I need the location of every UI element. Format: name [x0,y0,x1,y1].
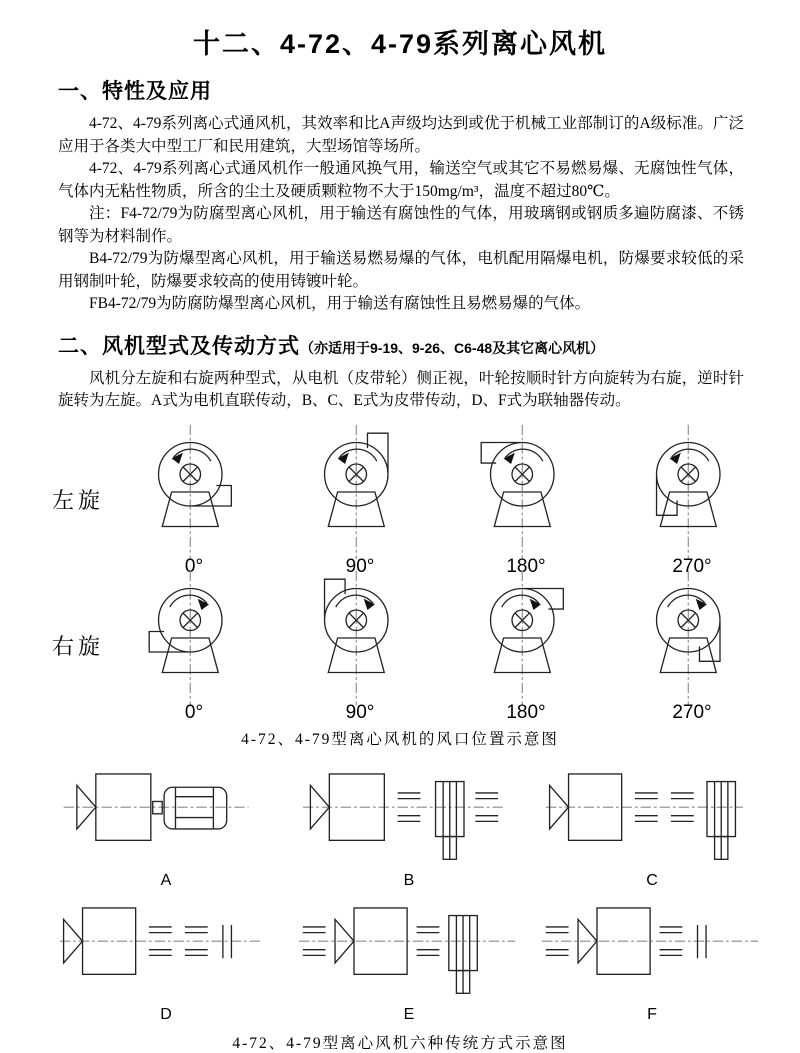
section2-heading-note: （亦适用于9-19、9-26、C6-48及其它离心风机） [300,339,605,356]
drive-scheme-icon-coupling-f [534,889,770,999]
section2-body [58,368,744,413]
fan-outlet-figure [456,568,596,724]
outlet-angle-label: 180° [506,701,546,723]
outlet-angle-label: 270° [672,701,712,723]
drive-scheme-icon-belt-e [291,889,527,999]
fan-row-right [0,573,800,723]
fan-figures [124,422,800,578]
drive-figure-C [534,755,770,889]
paragraph: 4-72、4-79系列离心式通风机，其效率和比A声级均达到或优于机械工业部制订的A级标准。广泛应用于各类大中型工厂和民用建筑，大型场馆等场所。 [58,115,744,155]
drive-row [0,755,800,889]
fan-rows [0,427,800,723]
drive-scheme-icon-direct [48,755,284,865]
fan-outlet-figure [456,422,596,578]
drive-scheme-icon-belt-c [534,755,770,865]
fan-scroll-icon [127,568,261,708]
section1-heading-text: 一、特性及应用 [58,80,212,103]
drive-type-label: F [647,1005,657,1023]
outlet-angle-label: 270° [672,555,712,577]
drive-figure-A [48,755,284,889]
outlet-angle-label: 0° [184,701,204,723]
outlet-diagram-caption: 4-72、4-79型离心风机的风口位置示意图 [241,730,559,748]
fan-scroll-icon [459,422,593,562]
outlet-angle-label: 0° [184,555,204,577]
fan-outlet-figure [124,422,264,578]
drive-row [0,889,800,1023]
section2-heading [58,330,800,360]
paragraph: FB4-72/79为防腐防爆型离心风机，用于输送有腐蚀性且易燃易爆的气体。 [89,295,591,312]
drive-scheme-diagram [0,755,800,1053]
drive-scheme-icon-belt-b [291,755,527,865]
fan-outlet-figure [622,568,762,724]
fan-outlet-figure [290,422,430,578]
rotation-label: 左旋 [52,488,105,513]
section1-body [58,113,744,316]
outlet-position-diagram [0,427,800,749]
fan-scroll-icon [459,568,593,708]
drive-type-label: E [403,1005,415,1023]
drive-diagram-caption: 4-72、4-79型离心风机六种传统方式示意图 [232,1034,568,1052]
drive-figure-F [534,889,770,1023]
drive-figure-D [48,889,284,1023]
outlet-angle-label: 180° [506,555,546,577]
page-title: 十二、4-72、4-79系列离心风机 [192,29,608,59]
fan-scroll-icon [127,422,261,562]
fan-outlet-figure [290,568,430,724]
fan-figures [124,568,800,724]
drive-rows [0,755,800,1023]
paragraph-note: 注：F4-72/79为防腐型离心风机，用于输送有腐蚀性的气体，用玻璃钢或钢质多遍防腐漆、不锈钢等为材料制作。 [58,205,744,245]
outlet-angle-label: 90° [345,701,375,723]
fan-outlet-figure [622,422,762,578]
fan-scroll-icon [625,422,759,562]
drive-scheme-icon-coupling-d [48,889,284,999]
fan-scroll-icon [293,568,427,708]
section1-heading [58,75,800,105]
paragraph: 4-72、4-79系列离心式通风机作一般通风换气用，输送空气或其它不易燃易爆、无腐蚀性气体，气体内无粘性物质，所含的尘土及硬质颗粒物不大于150mg/m³，温度不超过80℃。 [58,160,744,200]
fan-outlet-figure [124,568,264,724]
fan-scroll-icon [293,422,427,562]
fan-scroll-icon [625,568,759,708]
paragraph: B4-72/79为防爆型离心风机，用于输送易燃易爆的气体，电机配用隔爆电机，防爆要求较低的采用钢制叶轮，防爆要求较高的使用铸镀叶轮。 [58,250,744,290]
drive-figure-E [291,889,527,1023]
drive-type-label: B [403,871,415,889]
paragraph: 风机分左旋和右旋两种型式，从电机（皮带轮）侧正视，叶轮按顺时针方向旋转为右旋，逆时针旋转为左旋。A式为电机直联传动，B、C、E式为皮带传动，D、F式为联轴器传动。 [58,369,744,409]
fan-row-left [0,427,800,577]
drive-figure-B [291,755,527,889]
drive-type-label: A [160,871,172,889]
drive-type-label: C [646,871,658,889]
section2-heading-text: 二、风机型式及传动方式 [58,334,300,358]
rotation-label: 右旋 [52,634,105,659]
drive-type-label: D [160,1005,172,1023]
outlet-angle-label: 90° [345,555,375,577]
